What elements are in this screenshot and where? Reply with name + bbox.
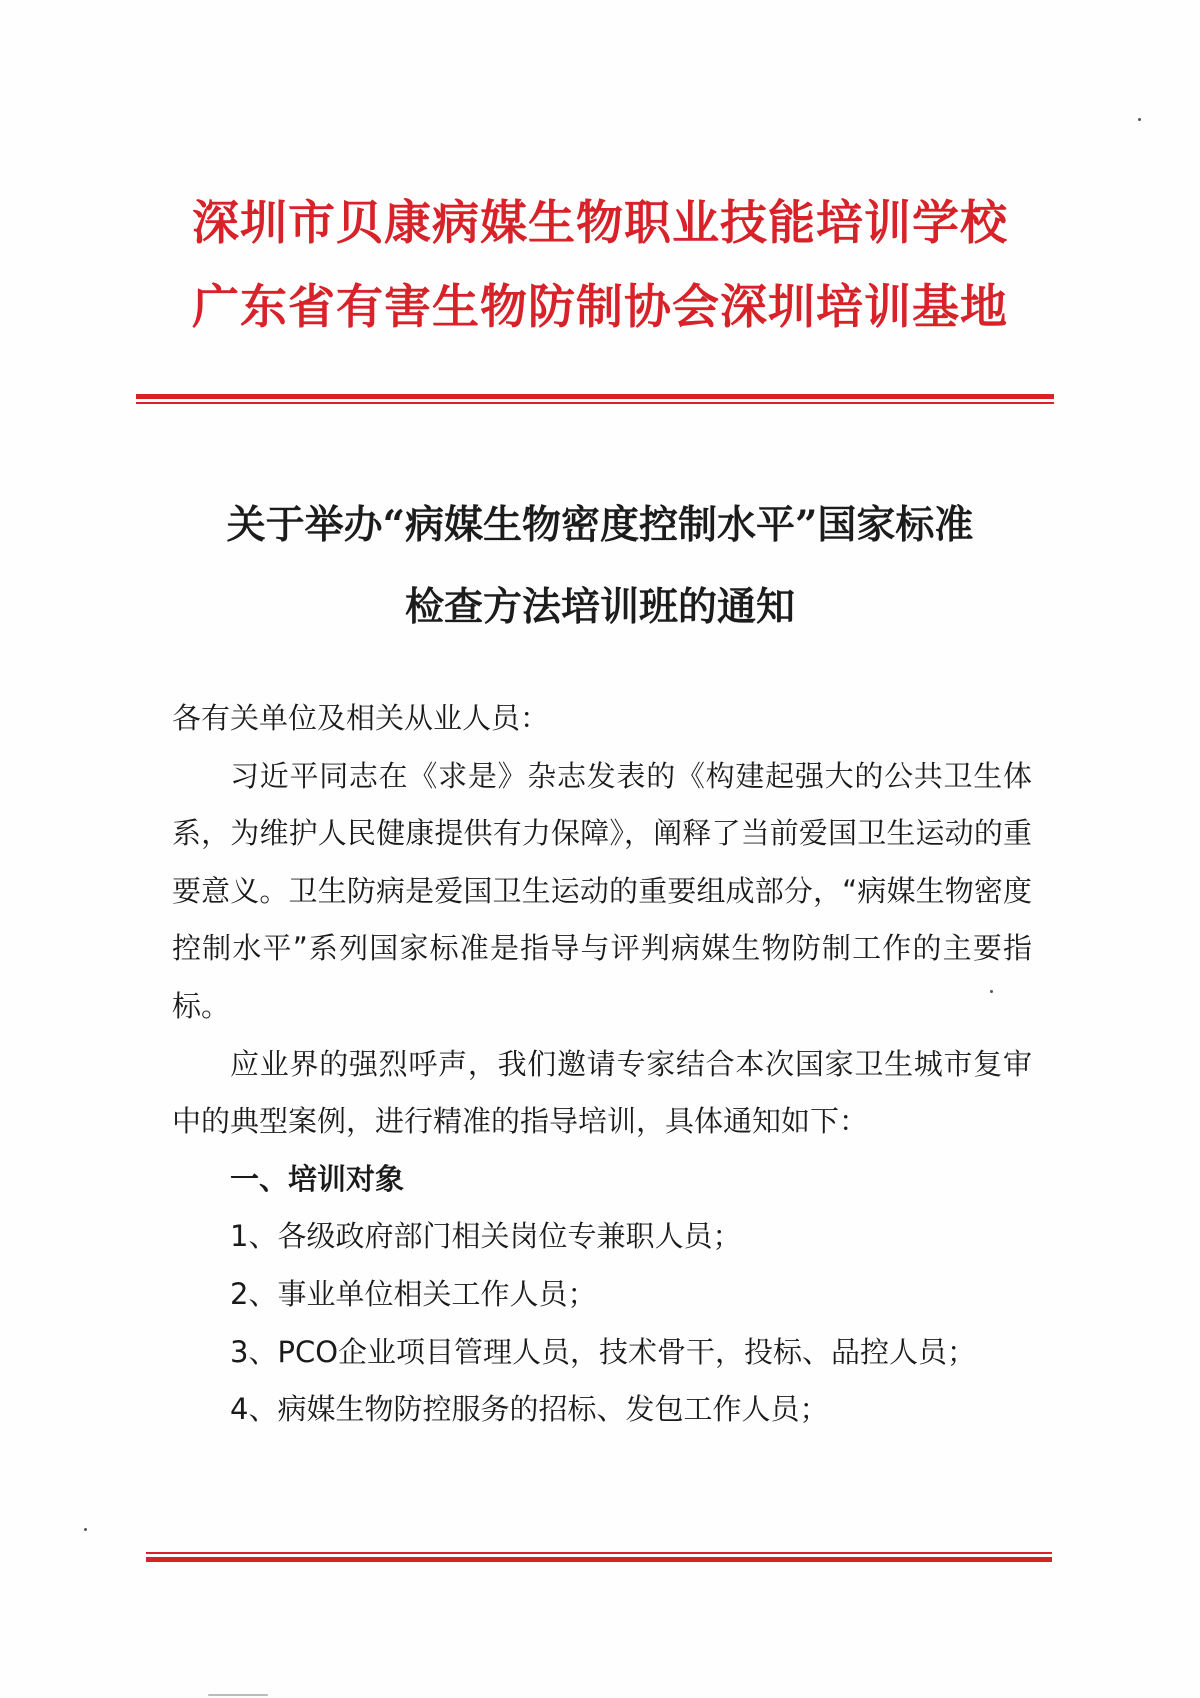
salutation: 各有关单位及相关从业人员： xyxy=(172,701,550,735)
scan-speck xyxy=(990,990,993,993)
scan-speck xyxy=(208,1694,268,1696)
section-heading-training-targets: 一、培训对象 xyxy=(230,1161,405,1196)
footer-rule-thick xyxy=(146,1557,1052,1562)
letterhead-org-line-2: 广东省有害生物防制协会深圳培训基地 xyxy=(192,280,1008,335)
notice-title xyxy=(0,484,1200,648)
letterhead xyxy=(0,182,1200,350)
paragraph-background: 习近平同志在《求是》杂志发表的《构建起强大的公共卫生体系，为维护人民健康提供有力保障》，阐释了当前爱国卫生运动的重要意义。卫生防病是爱国卫生运动的重要组成部分，“病媒生物密度控制水平”系列国家标准是指导与评判病媒生物防制工作的主要指标。 xyxy=(172,758,1032,1023)
notice-title-line-1: 关于举办“病媒生物密度控制水平”国家标准 xyxy=(226,502,974,548)
list-item: 3、PCO企业项目管理人员，技术骨干，投标、品控人员； xyxy=(230,1334,977,1369)
letterhead-rule-thick xyxy=(136,394,1054,399)
notice-title-line-2: 检查方法培训班的通知 xyxy=(404,584,795,630)
paragraph-purpose: 应业界的强烈呼声，我们邀请专家结合本次国家卫生城市复审中的典型案例，进行精准的指导培训，具体通知如下： xyxy=(172,1046,1032,1139)
letterhead-rule-thin xyxy=(136,402,1054,404)
letterhead-org-line-1: 深圳市贝康病媒生物职业技能培训学校 xyxy=(192,196,1008,251)
footer-rule-thin xyxy=(146,1552,1052,1554)
notice-body xyxy=(172,690,1032,1439)
list-item: 1、各级政府部门相关岗位专兼职人员； xyxy=(230,1219,742,1254)
list-item: 2、事业单位相关工作人员； xyxy=(230,1276,597,1311)
scan-speck xyxy=(1138,118,1141,121)
list-item: 4、病媒生物防控服务的招标、发包工作人员； xyxy=(230,1392,829,1427)
scan-speck xyxy=(84,1528,87,1531)
